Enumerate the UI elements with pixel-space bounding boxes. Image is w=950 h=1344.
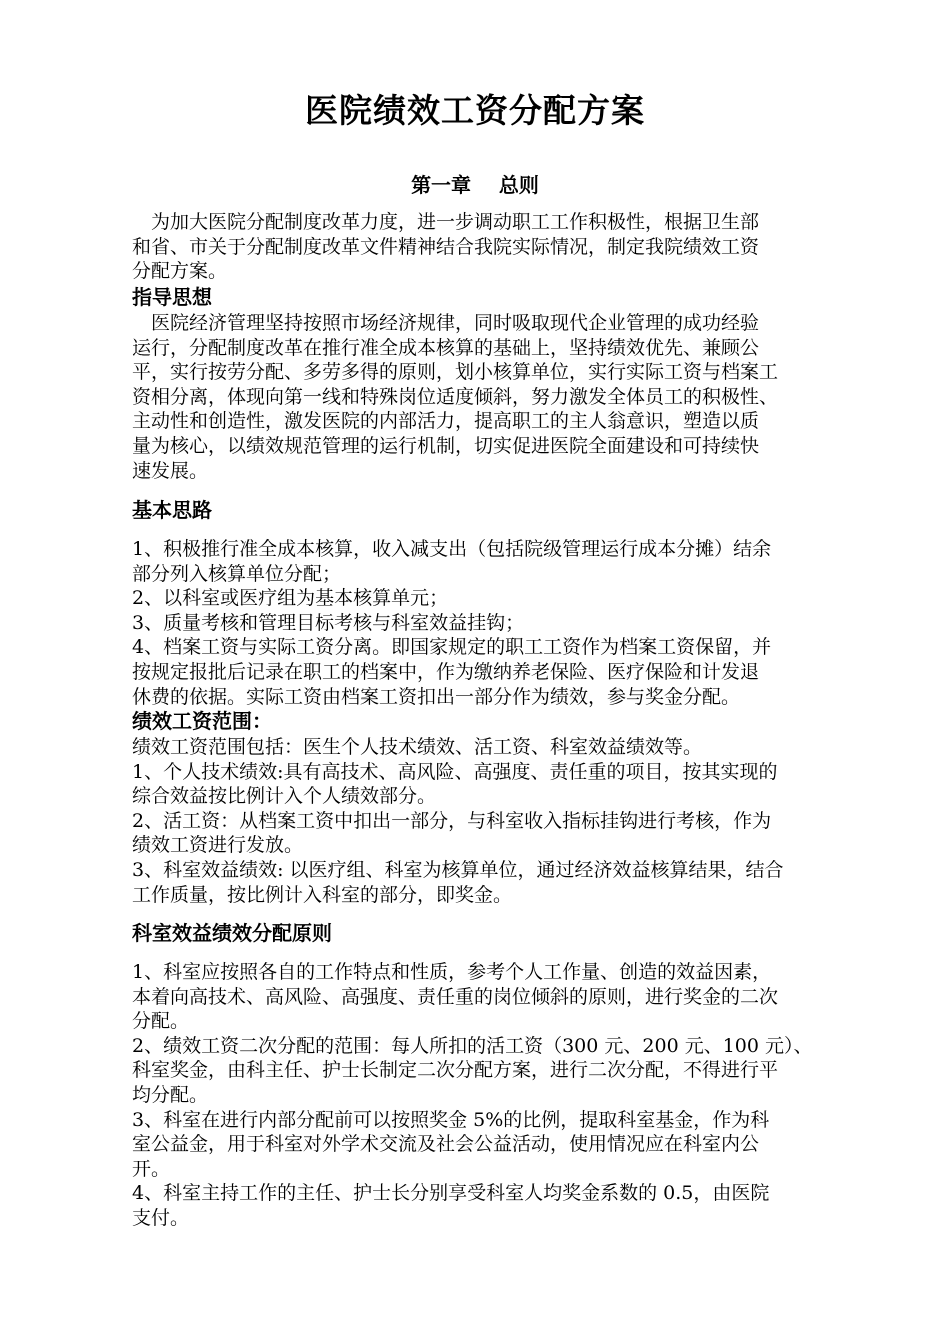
document-title: 医院绩效工资分配方案	[305, 91, 645, 130]
section-heading-guiding-idea: 指导思想	[132, 285, 212, 309]
guiding-idea-paragraph: 医院经济管理坚持按照市场经济规律，同时吸取现代企业管理的成功经验 运行，分配制度改革在推行准全成本核算的基础上，坚持绩效优先、兼顾公 平，实行按劳分配、多劳多得的原则，划小核算单位，实行实际工资与档案工 资相分离，体现向第一线和特殊岗位适度倾斜，努力激发全体员工的积极性、 主动性和创造性，激发医院的内部活力，提高职工的主人翁意识，塑造以质 量为核心，以绩效规范管理的运行机制，切实促进医院全面建设和可持续快 速发展。	[132, 312, 779, 482]
scope-list: 绩效工资范围包括：医生个人技术绩效、活工资、科室效益绩效等。 1、个人技术绩效:具有高技术、高风险、高强度、责任重的项目，按其实现的 综合效益按比例计入个人绩效部分。 2、活工资：从档案工资中扣出一部分，与科室收入指标挂钩进行考核，作为 绩效工资进行发放。 3、科室效益绩效: 以医疗组、科室为核算单位，通过经济效益核算结果，结合 工作质量，按比例计入科室的部分，即奖金。	[132, 736, 784, 906]
intro-paragraph: 为加大医院分配制度改革力度，进一步调动职工工作积极性，根据卫生部 和省、市关于分配制度改革文件精神结合我院实际情况，制定我院绩效工资 分配方案。	[132, 211, 760, 283]
dept-principles-list: 1、科室应按照各自的工作特点和性质，参考个人工作量、创造的效益因素， 本着向高技术、高风险、高强度、责任重的岗位倾斜的原则，进行奖金的二次 分配。 2、绩效工资二次分配的范围：每人所扣的活工资（300 元、200 元、100 元）、 科室奖金，由科主任、护士长制定二次分配方案，进行二次分配，不得进行平 均分配。 3、科室在进行内部分配前可以按照奖金 5%的比例，提取科室基金，作为科 室公益金，用于科室对外学术交流及社会公益活动，使用情况应在科室内公 开。 4、科室主持工作的主任、护士长分别享受科室人均奖金系数的 0.5，由医院 支付。	[132, 961, 813, 1229]
chapter-heading: 第一章 总则	[411, 173, 539, 197]
basic-approach-list: 1、积极推行准全成本核算，收入减支出（包括院级管理运行成本分摊）结余 部分列入核算单位分配； 2、以科室或医疗组为基本核算单元； 3、质量考核和管理目标考核与科室效益挂钩； 4、档案工资与实际工资分离。即国家规定的职工工资作为档案工资保留，并 按规定报批后记录在职工的档案中，作为缴纳养老保险、医疗保险和计发退 休费的依据。实际工资由档案工资扣出一部分作为绩效，参与奖金分配。	[132, 538, 772, 708]
section-heading-basic-approach: 基本思路	[132, 498, 212, 522]
section-heading-scope: 绩效工资范围：	[132, 709, 272, 733]
section-heading-dept-principles: 科室效益绩效分配原则	[132, 921, 332, 945]
